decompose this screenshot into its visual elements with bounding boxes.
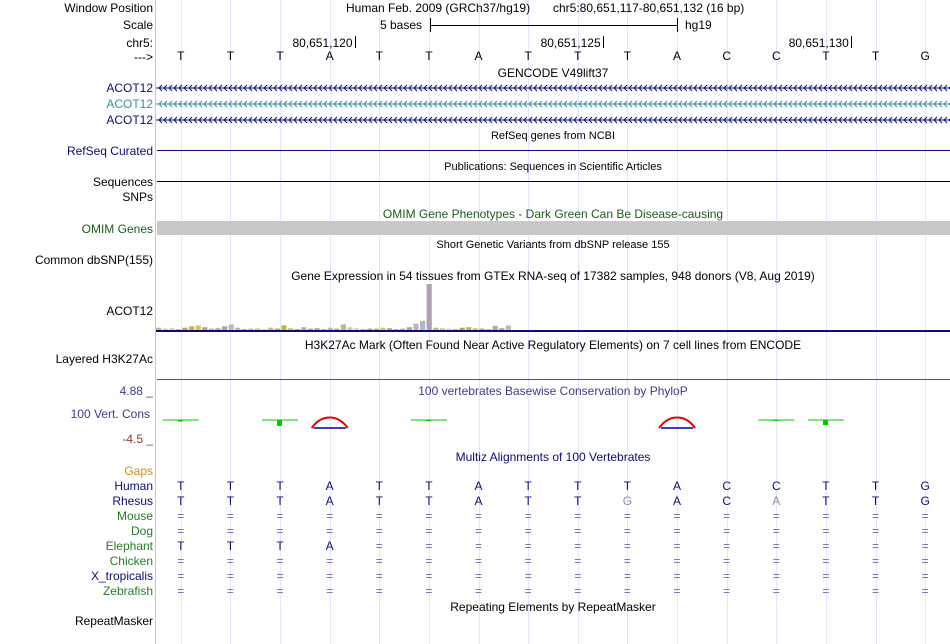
aligned-base: = xyxy=(921,524,929,538)
omim-title: OMIM Gene Phenotypes - Dark Green Can Be Disease-causing xyxy=(382,207,724,221)
scale-label: Scale xyxy=(122,18,153,32)
pubs-title: Publications: Sequences in Scientific Articles xyxy=(444,161,662,173)
gtex-tissue-bar[interactable] xyxy=(341,325,346,331)
gencode-label-2[interactable]: ACOT12 xyxy=(106,97,153,111)
aligned-base: T xyxy=(375,494,383,508)
species-label[interactable]: Mouse xyxy=(116,509,153,523)
aligned-base: = xyxy=(475,524,483,538)
ref-base: T xyxy=(226,49,235,63)
coordinate-tick-mark xyxy=(851,36,852,48)
snps-label[interactable]: SNPs xyxy=(122,190,153,204)
gencode-transcript[interactable] xyxy=(156,117,950,123)
aligned-base: = xyxy=(177,509,185,523)
aligned-base: = xyxy=(772,554,780,568)
aligned-base: T xyxy=(375,479,383,493)
aligned-base: = xyxy=(326,584,334,598)
coordinate-ruler xyxy=(156,34,950,50)
aligned-base: = xyxy=(177,569,185,583)
gtex-tissue-bar[interactable] xyxy=(255,328,260,330)
aligned-base: = xyxy=(772,539,780,553)
rmsk-label[interactable]: RepeatMasker xyxy=(74,614,153,628)
gtex-tissue-bar[interactable] xyxy=(493,326,498,330)
ref-base: T xyxy=(871,49,880,63)
aligned-base: = xyxy=(723,509,731,523)
aligned-base: = xyxy=(822,524,830,538)
phylop-negative-score[interactable] xyxy=(312,418,348,429)
aligned-base: = xyxy=(822,584,830,598)
aligned-base: = xyxy=(475,584,483,598)
aligned-base: = xyxy=(574,539,582,553)
ref-base: T xyxy=(276,49,284,63)
aligned-base: = xyxy=(872,554,880,568)
gtex-tissue-bar[interactable] xyxy=(499,328,504,330)
species-alignment-row xyxy=(156,539,950,553)
species-label[interactable]: Chicken xyxy=(109,554,153,568)
gtex-tissue-bar[interactable] xyxy=(156,328,161,330)
gtex-title: Gene Expression in 54 tissues from GTEx RNA-seq of 17382 samples, 948 donors (V8, Aug 2019) xyxy=(291,269,815,283)
multiz-title: Multiz Alignments of 100 Vertebrates xyxy=(455,450,651,464)
gtex-tissue-bar[interactable] xyxy=(334,329,339,330)
aligned-base: = xyxy=(524,554,532,568)
gtex-tissue-bar[interactable] xyxy=(328,328,333,330)
aligned-base: A xyxy=(772,494,781,508)
species-alignment-row xyxy=(156,569,950,583)
aligned-base: = xyxy=(822,509,830,523)
aligned-base: = xyxy=(524,509,532,523)
aligned-base: = xyxy=(375,554,383,568)
gtex-tissue-bar[interactable] xyxy=(182,328,187,330)
species-label[interactable]: Dog xyxy=(130,524,153,538)
aligned-base: C xyxy=(722,494,732,508)
refseq-track-line[interactable] xyxy=(157,150,950,151)
aligned-base: T xyxy=(524,479,532,493)
aligned-base: T xyxy=(574,479,582,493)
aligned-base: = xyxy=(921,554,929,568)
aligned-base: = xyxy=(921,569,929,583)
aligned-base: = xyxy=(872,524,880,538)
aligned-base: A xyxy=(673,494,682,508)
aligned-base: T xyxy=(276,479,284,493)
reference-bases xyxy=(156,49,950,63)
aligned-base: T xyxy=(226,479,235,493)
ref-base: C xyxy=(771,49,781,63)
aligned-base: = xyxy=(276,584,284,598)
aligned-base: = xyxy=(276,509,284,523)
gtex-tissue-bar[interactable] xyxy=(473,328,478,330)
aligned-base: = xyxy=(772,569,780,583)
species-label[interactable]: X_tropicalis xyxy=(90,569,153,583)
window-position-label: Window Position xyxy=(64,1,153,15)
aligned-base: = xyxy=(276,524,284,538)
gtex-tissue-bar[interactable] xyxy=(400,329,405,330)
gtex-tissue-bar[interactable] xyxy=(209,329,214,330)
phylop-positive-bar[interactable] xyxy=(178,420,183,422)
aligned-base: = xyxy=(673,569,681,583)
aligned-base: = xyxy=(475,569,483,583)
aligned-base: = xyxy=(326,554,334,568)
aligned-base: = xyxy=(475,554,483,568)
aligned-base: = xyxy=(425,584,433,598)
gtex-tissue-bar[interactable] xyxy=(374,329,379,330)
aligned-base: = xyxy=(623,524,631,538)
aligned-base: = xyxy=(425,509,433,523)
aligned-base: T xyxy=(871,479,880,493)
sequences-track-line[interactable] xyxy=(157,181,950,182)
phylop-positive-bar[interactable] xyxy=(773,420,778,421)
aligned-base: = xyxy=(226,569,234,583)
phylop-conservation-track[interactable] xyxy=(156,396,950,442)
refseq-label[interactable]: RefSeq Curated xyxy=(66,144,153,158)
aligned-base: G xyxy=(920,494,930,508)
gtex-tissue-bar[interactable] xyxy=(506,325,511,330)
aligned-base: = xyxy=(425,569,433,583)
h3k27ac-baseline xyxy=(157,379,950,380)
gtex-tissue-bar[interactable] xyxy=(235,328,240,330)
gencode-label-3[interactable]: ACOT12 xyxy=(106,113,153,127)
species-label[interactable]: Zebrafish xyxy=(102,584,153,598)
gtex-tissue-bar[interactable] xyxy=(202,327,207,330)
gtex-tissue-bar[interactable] xyxy=(433,328,438,330)
species-alignment-row xyxy=(156,554,950,568)
omim-track-bar[interactable] xyxy=(157,221,950,235)
gtex-tissue-bar[interactable] xyxy=(288,328,293,330)
aligned-base: T xyxy=(574,494,582,508)
aligned-base: = xyxy=(772,524,780,538)
aligned-base: = xyxy=(623,554,631,568)
aligned-base: = xyxy=(375,509,383,523)
aligned-base: = xyxy=(723,569,731,583)
strand-arrow: ---> xyxy=(134,50,153,64)
refseq-title: RefSeq genes from NCBI xyxy=(490,130,616,142)
species-alignment-row xyxy=(156,509,950,523)
gtex-tissue-bar[interactable] xyxy=(446,329,451,330)
phylop-positive-bar[interactable] xyxy=(823,420,828,425)
gaps-label[interactable]: Gaps xyxy=(124,464,153,478)
gtex-tissue-bar[interactable] xyxy=(407,327,412,330)
aligned-base: = xyxy=(425,539,433,553)
aligned-base: A xyxy=(325,479,334,493)
gtex-tissue-bar[interactable] xyxy=(380,328,385,330)
position-readout[interactable]: chr5:80,651,117-80,651,132 (16 bp) xyxy=(553,1,745,15)
aligned-base: = xyxy=(276,569,284,583)
coordinate-tick-mark xyxy=(355,36,356,48)
gtex-tissue-bar[interactable] xyxy=(420,321,425,330)
aligned-base: T xyxy=(226,539,235,553)
phylop-title: 100 vertebrates Basewise Conservation by PhyloP xyxy=(418,384,688,398)
aligned-base: A xyxy=(325,539,334,553)
sequences-label[interactable]: Sequences xyxy=(92,175,153,189)
gencode-transcript[interactable] xyxy=(156,101,950,107)
gtex-label[interactable]: ACOT12 xyxy=(106,304,153,318)
aligned-base: = xyxy=(574,509,582,523)
aligned-base: = xyxy=(822,554,830,568)
gtex-tissue-bar[interactable] xyxy=(262,329,267,330)
coordinate-tick-label: 80,651,130 xyxy=(788,36,849,50)
aligned-base: = xyxy=(822,569,830,583)
aligned-base: T xyxy=(177,494,185,508)
aligned-base: = xyxy=(921,509,929,523)
species-label[interactable]: Rhesus xyxy=(112,494,153,508)
gtex-tissue-bar[interactable] xyxy=(295,329,300,330)
phylop-negative-score[interactable] xyxy=(659,418,695,429)
gtex-tissue-bar[interactable] xyxy=(215,328,220,330)
gtex-tissue-bar[interactable] xyxy=(486,329,491,330)
gtex-tissue-bar[interactable] xyxy=(354,328,359,330)
aligned-base: T xyxy=(871,494,880,508)
gtex-tissue-bar[interactable] xyxy=(413,324,418,330)
ref-base: T xyxy=(375,49,383,63)
gencode-label-1[interactable]: ACOT12 xyxy=(106,81,153,95)
aligned-base: A xyxy=(474,479,483,493)
aligned-base: = xyxy=(673,584,681,598)
assembly-title: Human Feb. 2009 (GRCh37/hg19) xyxy=(346,1,531,15)
gtex-tissue-bar[interactable] xyxy=(176,329,181,330)
aligned-base: = xyxy=(723,554,731,568)
aligned-base: = xyxy=(226,524,234,538)
aligned-base: = xyxy=(872,509,880,523)
phylop-ymin: -4.5 _ xyxy=(122,432,153,446)
aligned-base: = xyxy=(524,539,532,553)
dbsnp-title: Short Genetic Variants from dbSNP release 155 xyxy=(436,239,670,251)
aligned-base: = xyxy=(177,524,185,538)
gtex-expression-track[interactable] xyxy=(156,284,950,334)
ref-base: A xyxy=(474,49,483,63)
coordinate-tick-label: 80,651,125 xyxy=(540,36,601,50)
gtex-tissue-bar[interactable] xyxy=(387,328,392,330)
aligned-base: T xyxy=(822,479,830,493)
species-alignment-row xyxy=(156,494,950,508)
species-label[interactable]: Elephant xyxy=(105,539,153,553)
aligned-base: T xyxy=(177,479,185,493)
aligned-base: = xyxy=(375,569,383,583)
aligned-base: G xyxy=(622,494,633,508)
gencode-gene-tracks[interactable] xyxy=(156,80,950,126)
aligned-base: = xyxy=(822,539,830,553)
aligned-base: = xyxy=(623,584,631,598)
h3k27ac-title: H3K27Ac Mark (Often Found Near Active Regulatory Elements) on 7 cell lines from ENCODE xyxy=(304,338,802,352)
scale-bar-text: 5 bases xyxy=(380,18,423,32)
aligned-base: = xyxy=(226,509,234,523)
aligned-base: = xyxy=(723,539,731,553)
aligned-base: = xyxy=(623,509,631,523)
aligned-base: = xyxy=(574,554,582,568)
gtex-tissue-bar[interactable] xyxy=(275,329,280,330)
aligned-base: T xyxy=(822,494,830,508)
ref-base: A xyxy=(673,49,682,63)
gtex-tissue-bar[interactable] xyxy=(453,329,458,330)
aligned-base: = xyxy=(673,554,681,568)
gtex-tissue-bar[interactable] xyxy=(248,329,253,330)
omim-label[interactable]: OMIM Genes xyxy=(81,222,153,236)
aligned-base: = xyxy=(326,509,334,523)
aligned-base: = xyxy=(872,584,880,598)
aligned-base: C xyxy=(722,479,732,493)
aligned-base: = xyxy=(226,584,234,598)
aligned-base: T xyxy=(226,494,235,508)
species-alignment-row xyxy=(156,584,950,598)
aligned-base: = xyxy=(623,569,631,583)
ref-base: T xyxy=(822,49,830,63)
aligned-base: A xyxy=(474,494,483,508)
gtex-tissue-bar[interactable] xyxy=(301,327,306,330)
aligned-base: = xyxy=(772,509,780,523)
aligned-base: = xyxy=(375,524,383,538)
gtex-tissue-bar[interactable] xyxy=(321,329,326,330)
aligned-base: = xyxy=(673,524,681,538)
aligned-base: = xyxy=(574,524,582,538)
aligned-base: = xyxy=(375,584,383,598)
gtex-tissue-bar[interactable] xyxy=(242,329,247,330)
gtex-tissue-bar[interactable] xyxy=(466,327,471,330)
aligned-base: C xyxy=(771,479,781,493)
gtex-tissue-bar[interactable] xyxy=(222,326,227,330)
aligned-base: = xyxy=(872,539,880,553)
aligned-base: T xyxy=(177,539,185,553)
aligned-base: = xyxy=(723,584,731,598)
species-label[interactable]: Human xyxy=(114,479,153,493)
aligned-base: = xyxy=(475,539,483,553)
aligned-base: = xyxy=(226,554,234,568)
aligned-base: = xyxy=(872,569,880,583)
aligned-base: = xyxy=(326,569,334,583)
aligned-base: A xyxy=(325,494,334,508)
coordinate-tick-label: 80,651,120 xyxy=(292,36,353,50)
aligned-base: = xyxy=(524,524,532,538)
gtex-tissue-bar[interactable] xyxy=(367,329,372,330)
ref-base: G xyxy=(920,49,930,63)
dbsnp-label[interactable]: Common dbSNP(155) xyxy=(34,253,153,267)
gtex-tissue-bar[interactable] xyxy=(281,325,286,330)
gtex-tissue-bar[interactable] xyxy=(229,325,234,331)
aligned-base: = xyxy=(524,569,532,583)
gtex-tissue-bar[interactable] xyxy=(189,326,194,330)
gtex-tissue-bar[interactable] xyxy=(169,328,174,330)
aligned-base: = xyxy=(475,509,483,523)
gtex-tissue-bar[interactable] xyxy=(347,327,352,330)
ref-base: T xyxy=(425,49,433,63)
aligned-base: A xyxy=(673,479,682,493)
aligned-base: = xyxy=(921,539,929,553)
aligned-base: = xyxy=(326,524,334,538)
aligned-base: = xyxy=(524,584,532,598)
gtex-tissue-bar[interactable] xyxy=(268,328,273,330)
aligned-base: T xyxy=(276,539,284,553)
rmsk-title: Repeating Elements by RepeatMasker xyxy=(450,600,656,614)
aligned-base: = xyxy=(723,524,731,538)
aligned-base: = xyxy=(177,584,185,598)
phylop-positive-bar[interactable] xyxy=(426,420,431,421)
aligned-base: = xyxy=(574,584,582,598)
gencode-title: GENCODE V49lift37 xyxy=(497,66,609,80)
aligned-base: G xyxy=(920,479,930,493)
ref-base: T xyxy=(623,49,632,63)
aligned-base: T xyxy=(425,494,433,508)
phylop-positive-bar[interactable] xyxy=(277,420,282,426)
species-alignment-row xyxy=(156,479,950,493)
coordinate-tick-mark xyxy=(603,36,604,48)
aligned-base: = xyxy=(673,509,681,523)
gtex-tissue-bar[interactable] xyxy=(394,329,399,330)
aligned-base: = xyxy=(276,554,284,568)
aligned-base: T xyxy=(276,494,284,508)
aligned-base: = xyxy=(574,569,582,583)
aligned-base: T xyxy=(524,494,532,508)
aligned-base: = xyxy=(375,539,383,553)
species-alignment-row xyxy=(156,524,950,538)
gtex-tissue-bar[interactable] xyxy=(361,329,366,330)
ref-base: A xyxy=(325,49,334,63)
gtex-tissue-bar[interactable] xyxy=(196,325,201,330)
gtex-tissue-bar[interactable] xyxy=(314,328,319,330)
ref-base: C xyxy=(722,49,732,63)
aligned-base: = xyxy=(177,554,185,568)
gtex-tissue-bar[interactable] xyxy=(308,329,313,330)
gtex-tissue-bar[interactable] xyxy=(440,328,445,330)
aligned-base: = xyxy=(921,584,929,598)
aligned-base: = xyxy=(623,539,631,553)
chr-label: chr5: xyxy=(126,36,153,50)
phylop-ymax: 4.88 _ xyxy=(119,384,153,398)
ref-base: T xyxy=(524,49,532,63)
h3k27ac-label[interactable]: Layered H3K27Ac xyxy=(55,352,153,366)
aligned-base: = xyxy=(425,524,433,538)
gtex-tissue-bar[interactable] xyxy=(460,328,465,330)
db-label: hg19 xyxy=(685,18,712,32)
gtex-tissue-bar[interactable] xyxy=(479,329,484,330)
gtex-tissue-bar[interactable] xyxy=(163,329,168,330)
aligned-base: = xyxy=(425,554,433,568)
gtex-tissue-bar[interactable] xyxy=(427,284,432,330)
aligned-base: = xyxy=(772,584,780,598)
ref-base: T xyxy=(177,49,185,63)
aligned-base: T xyxy=(425,479,433,493)
ref-base: T xyxy=(574,49,582,63)
phylop-label[interactable]: 100 Vert. Cons xyxy=(70,407,150,421)
aligned-base: T xyxy=(623,479,632,493)
aligned-base: = xyxy=(673,539,681,553)
scale-bar xyxy=(430,18,678,32)
gencode-transcript[interactable] xyxy=(156,85,950,91)
